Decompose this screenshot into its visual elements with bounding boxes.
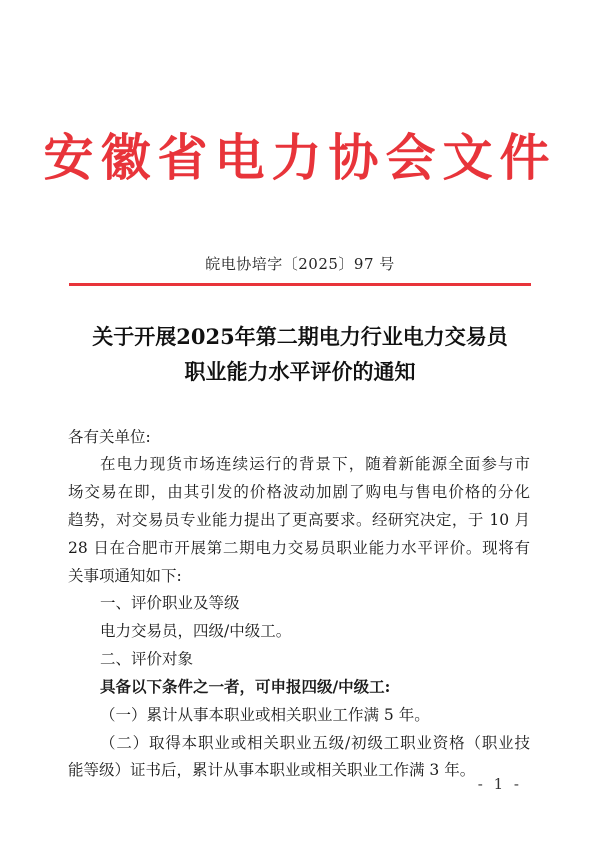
section-1-heading: 一、评价职业及等级	[100, 594, 240, 612]
paragraph-line: 在电力现货市场连续运行的背景下，随着新能源全面参与市	[100, 455, 530, 473]
condition-item-1: （一）累计从事本职业或相关职业工作满 5 年。	[100, 706, 430, 724]
section-2-condition: 具备以下条件之一者，可申报四级/中级工:	[100, 677, 391, 696]
page-number: - 1 -	[477, 775, 522, 793]
notice-title-line-1: 关于开展2025年第二期电力行业电力交易员	[92, 324, 508, 349]
red-divider-line	[69, 283, 531, 286]
paragraph-line: 28 日在合肥市开展第二期电力交易员职业能力水平评价。现将有	[68, 539, 530, 557]
condition-item-2-line-1: （二）取得本职业或相关职业五级/初级工职业资格（职业技	[100, 734, 530, 752]
paragraph-line: 关事项通知如下:	[68, 567, 182, 585]
condition-item-2-line-2: 能等级）证书后，累计从事本职业或相关职业工作满 3 年。	[68, 761, 476, 779]
section-2-heading: 二、评价对象	[100, 650, 194, 668]
paragraph-line: 趋势，对交易员专业能力提出了更高要求。经研究决定，于 10 月	[68, 511, 530, 529]
notice-title-line-2: 职业能力水平评价的通知	[184, 359, 416, 384]
paragraph-line: 场交易在即，由其引发的价格波动加剧了购电与售电价格的分化	[68, 483, 530, 501]
section-1-content: 电力交易员，四级/中级工。	[100, 622, 292, 640]
org-header-title: 安徽省电力协会文件	[43, 128, 557, 187]
salutation: 各有关单位:	[68, 428, 151, 446]
document-number: 皖电协培字〔2025〕97 号	[205, 255, 395, 273]
